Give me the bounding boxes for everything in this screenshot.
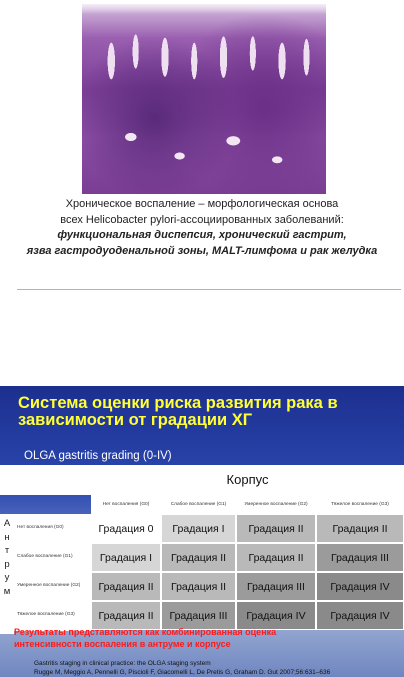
grade-cell: Градация IV: [236, 601, 316, 630]
grade-cell: Градация III: [236, 572, 316, 601]
reference: [34, 659, 394, 677]
grade-cell: Градация III: [161, 601, 236, 630]
result-note-line-2: интенсивности воспаления в антруме и корпусе: [14, 639, 231, 649]
grade-cell: Градация I: [161, 514, 236, 543]
table-corner: [0, 465, 91, 495]
grade-cell: Градация I: [91, 543, 161, 572]
row-label: Умеренное воспаление (G2): [17, 583, 81, 588]
grade-cell: Градация II: [316, 514, 404, 543]
separator-line: [17, 289, 401, 290]
corpus-header: Корпус: [91, 465, 404, 495]
grade-cell: Градация IV: [316, 601, 404, 630]
caption-line-2: всех Helicobacter pylori-ассоциированных заболеваний:: [60, 213, 344, 226]
caption-line-4: язва гастродуоденальной зоны, MALT-лимфома и рак желудка: [26, 244, 378, 257]
column-header: Умеренное воспаление (G2): [244, 502, 308, 507]
grade-cell: Градация II: [161, 543, 236, 572]
antrum-letter: р: [4, 558, 10, 570]
slide-title: Система оценки риска развития рака в зависимости от градации ХГ: [18, 394, 338, 429]
reference-line-1: Gastritis staging in clinical practice: the OLGA staging system: [34, 660, 211, 667]
grade-cell: Градация 0: [91, 514, 161, 543]
antrum-letter: у: [4, 572, 10, 583]
grade-cell: Градация II: [161, 572, 236, 601]
column-headers: [91, 495, 404, 514]
row-label: Тяжелое воспаление (G3): [17, 612, 75, 617]
caption-line-3: функциональная диспепсия, хронический гастрит,: [57, 229, 347, 241]
caption-line-1: Хроническое воспаление – морфологическая основа: [65, 198, 339, 210]
grade-cell: Градация IV: [316, 572, 404, 601]
result-note: [14, 626, 354, 650]
column-header: Тяжелое воспаление (G3): [331, 502, 389, 507]
olga-slide: [0, 386, 404, 677]
row-labels: [14, 514, 91, 631]
grade-cell: Градация II: [236, 543, 316, 572]
antrum-letter: т: [4, 545, 10, 556]
column-header: Нет воспаления (G0): [102, 502, 150, 507]
antrum-letter: А: [3, 518, 11, 529]
result-note-line-1: Результаты представляются как комбинированная оценка: [14, 627, 277, 637]
histology-image: [82, 4, 326, 194]
antrum-letter: м: [3, 585, 11, 597]
histology-image-edge: [82, 4, 326, 14]
column-header: Слабое воспаление (G1): [170, 502, 227, 507]
grade-cell: Градация II: [91, 601, 161, 630]
row-label: Слабое воспаление (G1): [17, 554, 73, 559]
histology-caption: [20, 197, 384, 259]
slide-subtitle: OLGA gastritis grading (0-IV): [24, 450, 172, 462]
row-label: Нет воспаления (G0): [17, 525, 64, 530]
grade-cell: Градация II: [236, 514, 316, 543]
reference-line-2: Rugge M, Meggio A, Pennelli G, Piscioli F, Giacomelli L, De Pretis G, Graham D. Gut 2007;56:631–636: [34, 669, 331, 676]
antrum-label: [0, 514, 14, 634]
antrum-letter: н: [4, 531, 10, 543]
grade-cell: Градация III: [316, 543, 404, 572]
grade-cell: Градация II: [91, 572, 161, 601]
